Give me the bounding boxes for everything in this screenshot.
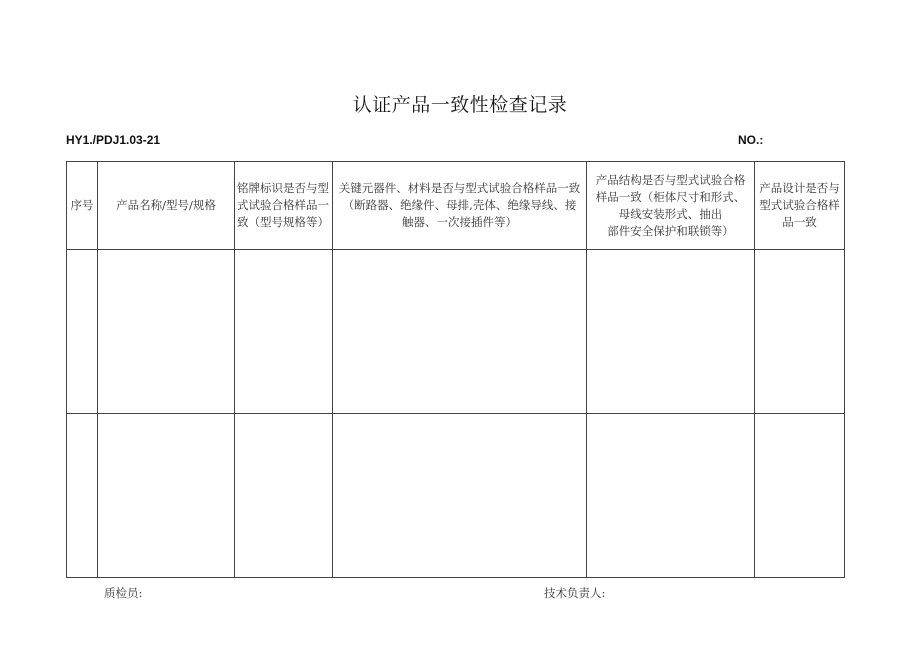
document-number: HY1./PDJ1.03-21 <box>66 133 161 147</box>
header-line: 关键元器件、材料是否与型式试验合格样品一致 <box>338 181 581 195</box>
table-cell[interactable] <box>333 414 587 578</box>
header-line: 产品结构是否与型式试验合格 <box>595 172 746 187</box>
table-cell[interactable] <box>333 250 587 414</box>
table-cell[interactable] <box>235 250 333 414</box>
inspection-record-table <box>66 161 845 578</box>
record-number-label: NO.: <box>738 133 764 147</box>
table-cell[interactable] <box>587 250 755 414</box>
header-line: 式试验合格样品一 <box>237 198 329 212</box>
page-title: 认证产品一致性检查记录 <box>352 94 568 116</box>
header-product-name-model-spec: 产品名称/型号/规格 <box>98 162 235 250</box>
table-row <box>67 414 845 578</box>
header-line: 母线安装形式、抽出 <box>618 206 723 221</box>
header-line: 型式试验合格样 <box>759 198 840 212</box>
table-cell[interactable] <box>98 250 235 414</box>
header-key-components-consistency <box>333 162 587 250</box>
table-cell[interactable] <box>98 414 235 578</box>
header-line: 产品设计是否与 <box>759 181 840 195</box>
header-line: 样品一致（柜体尺寸和形式、 <box>595 189 746 204</box>
header-nameplate-consistency <box>235 162 333 250</box>
header-line: 品一致 <box>782 215 817 229</box>
table-cell[interactable] <box>67 250 98 414</box>
technical-lead-signature-label: 技术负责人: <box>544 586 606 600</box>
header-design-consistency <box>755 162 845 250</box>
header-line: 触器、一次接插件等） <box>402 215 517 229</box>
header-line: （断路器、绝缘件、母排,壳体、绝缘导线、接 <box>342 198 577 212</box>
header-structure-consistency <box>587 162 755 250</box>
header-line: 致（型号规格等） <box>237 215 329 229</box>
table-cell[interactable] <box>587 414 755 578</box>
table-cell[interactable] <box>235 414 333 578</box>
header-serial-number: 序号 <box>67 162 98 250</box>
table-header-row <box>67 162 845 250</box>
header-line: 部件安全保护和联锁等） <box>607 223 734 238</box>
table-cell[interactable] <box>755 414 845 578</box>
table-cell[interactable] <box>67 414 98 578</box>
header-line: 铭牌标识是否与型 <box>237 181 329 195</box>
inspector-signature-label: 质检员: <box>104 586 143 600</box>
table-cell[interactable] <box>755 250 845 414</box>
table-row <box>67 250 845 414</box>
